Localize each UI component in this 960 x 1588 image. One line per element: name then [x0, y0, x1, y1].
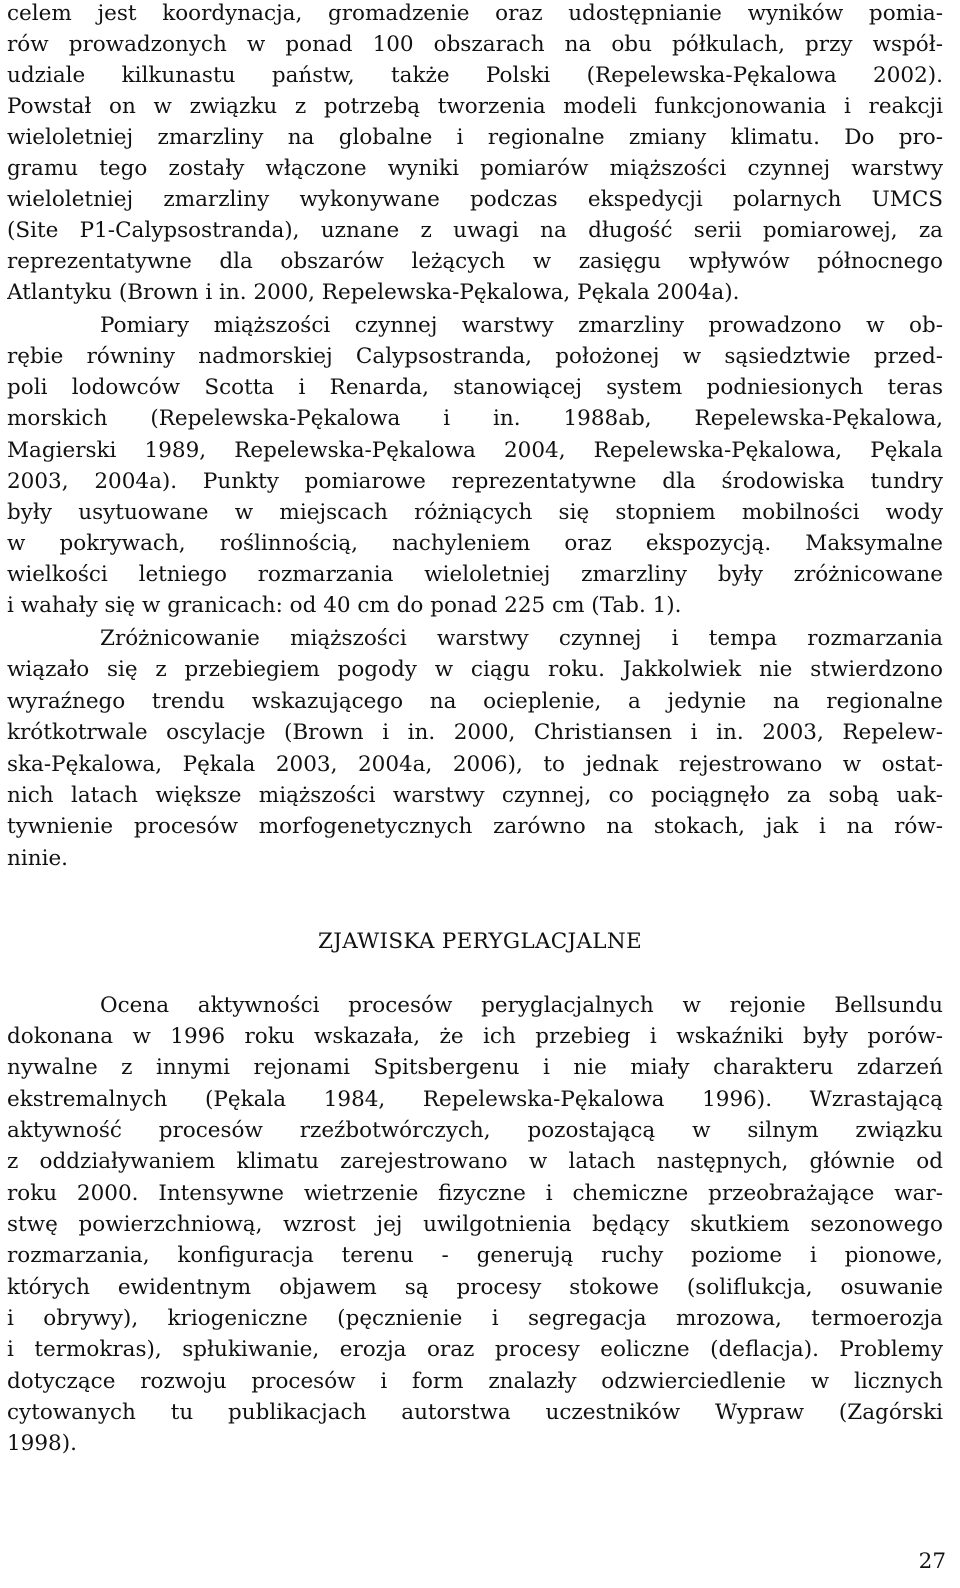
- paragraph-2-line-6: 2003, 2004a). Punkty pomiarowe reprezentatywne dla środowiska tundry: [7, 469, 943, 494]
- paragraph-3-line-8: ninie.: [7, 846, 69, 871]
- paragraph-3-line-7: tywnienie procesów morfogenetycznych zarówno na stokach, jak i na rów-: [7, 814, 943, 839]
- paragraph-1-line-10: Atlantyku (Brown i in. 2000, Repelewska-Pękalowa, Pękala 2004a).: [7, 280, 740, 305]
- paragraph-4-line-13: dotyczące rozwoju procesów i form znalazły odzwierciedlenie w licznych: [7, 1369, 943, 1394]
- paragraph-2-line-1: Pomiary miąższości czynnej warstwy zmarzliny prowadzono w ob-: [100, 313, 943, 338]
- paragraph-4-line-14: cytowanych tu publikacjach autorstwa uczestników Wypraw (Zagórski: [7, 1400, 943, 1425]
- paragraph-1-line-1: celem jest koordynacja, gromadzenie oraz udostępnianie wyników pomia-: [7, 1, 943, 26]
- paragraph-4-line-9: rozmarzania, konfiguracja terenu - generują ruchy poziome i pionowe,: [7, 1243, 943, 1268]
- paragraph-4-line-8: stwę powierzchniową, wzrost jej uwilgotnienia będący skutkiem sezonowego: [7, 1212, 943, 1237]
- paragraph-2-line-5: Magierski 1989, Repelewska-Pękalowa 2004, Repelewska-Pękalowa, Pękala: [7, 438, 943, 463]
- paragraph-3-line-3: wyraźnego trendu wskazującego na ocieplenie, a jedynie na regionalne: [7, 689, 943, 714]
- paragraph-1-line-5: wieloletniej zmarzliny na globalne i regionalne zmiany klimatu. Do pro-: [7, 125, 943, 150]
- paragraph-2-line-10: i wahały się w granicach: od 40 cm do ponad 225 cm (Tab. 1).: [7, 593, 682, 618]
- paragraph-4-line-10: których ewidentnym objawem są procesy stokowe (soliflukcja, osuwanie: [7, 1275, 943, 1300]
- paragraph-4-line-15: 1998).: [7, 1431, 77, 1456]
- paragraph-3-line-2: wiązało się z przebiegiem pogody w ciągu roku. Jakkolwiek nie stwierdzono: [7, 657, 943, 682]
- paragraph-1-line-2: rów prowadzonych w ponad 100 obszarach na obu półkulach, przy współ-: [7, 32, 943, 57]
- paragraph-3-line-5: ska-Pękalowa, Pękala 2003, 2004a, 2006), to jednak rejestrowano w ostat-: [7, 752, 943, 777]
- paragraph-1-line-6: gramu tego zostały włączone wyniki pomiarów miąższości czynnej warstwy: [7, 156, 943, 181]
- paragraph-4-line-6: z oddziaływaniem klimatu zarejestrowano w latach następnych, głównie od: [7, 1149, 943, 1174]
- paragraph-2-line-2: rębie równiny nadmorskiej Calypsostranda, położonej w sąsiedztwie przed-: [7, 344, 943, 369]
- paragraph-2-line-7: były usytuowane w miejscach różniących się stopniem mobilności wody: [7, 500, 943, 525]
- paragraph-1-line-4: Powstał on w związku z potrzebą tworzenia modeli funkcjonowania i reakcji: [7, 94, 943, 119]
- paragraph-1-line-9: reprezentatywne dla obszarów leżących w zasięgu wpływów północnego: [7, 249, 943, 274]
- paragraph-4-line-7: roku 2000. Intensywne wietrzenie fizyczne i chemiczne przeobrażające war-: [7, 1181, 943, 1206]
- paragraph-3-line-6: nich latach większe miąższości warstwy czynnej, co pociągnęło za sobą uak-: [7, 783, 943, 808]
- section-heading: ZJAWISKA PERYGLACJALNE: [318, 929, 642, 954]
- paragraph-4-line-5: aktywność procesów rzeźbotwórczych, pozostającą w silnym związku: [7, 1118, 943, 1143]
- paragraph-3-line-4: krótkotrwale oscylacje (Brown i in. 2000, Christiansen i in. 2003, Repelew-: [7, 720, 943, 745]
- paragraph-3-line-1: Zróżnicowanie miąższości warstwy czynnej i tempa rozmarzania: [100, 626, 943, 651]
- paragraph-4-line-2: dokonana w 1996 roku wskazała, że ich przebieg i wskaźniki były porów-: [7, 1024, 943, 1049]
- paragraph-4-line-11: i obrywy), kriogeniczne (pęcznienie i segregacja mrozowa, termoerozja: [7, 1306, 943, 1331]
- paragraph-4-line-4: ekstremalnych (Pękala 1984, Repelewska-Pękalowa 1996). Wzrastającą: [7, 1087, 943, 1112]
- page-number: 27: [918, 1549, 946, 1574]
- paragraph-4-line-3: nywalne z innymi rejonami Spitsbergenu i nie miały charakteru zdarzeń: [7, 1055, 943, 1080]
- paragraph-2-line-8: w pokrywach, roślinnością, nachyleniem oraz ekspozycją. Maksymalne: [7, 531, 943, 556]
- paragraph-4-line-12: i termokras), spłukiwanie, erozja oraz procesy eoliczne (deflacja). Problemy: [7, 1337, 943, 1362]
- paragraph-2-line-9: wielkości letniego rozmarzania wieloletniej zmarzliny były zróżnicowane: [7, 562, 943, 587]
- paragraph-1-line-7: wieloletniej zmarzliny wykonywane podczas ekspedycji polarnych UMCS: [7, 187, 943, 212]
- paragraph-1-line-8: (Site P1-Calypsostranda), uznane z uwagi na długość serii pomiarowej, za: [7, 218, 943, 243]
- paragraph-4-line-1: Ocena aktywności procesów peryglacjalnych w rejonie Bellsundu: [100, 993, 943, 1018]
- paragraph-1-line-3: udziale kilkunastu państw, także Polski (Repelewska-Pękalowa 2002).: [7, 63, 943, 88]
- paragraph-2-line-4: morskich (Repelewska-Pękalowa i in. 1988ab, Repelewska-Pękalowa,: [7, 406, 943, 431]
- paragraph-2-line-3: poli lodowców Scotta i Renarda, stanowiącej system podniesionych teras: [7, 375, 943, 400]
